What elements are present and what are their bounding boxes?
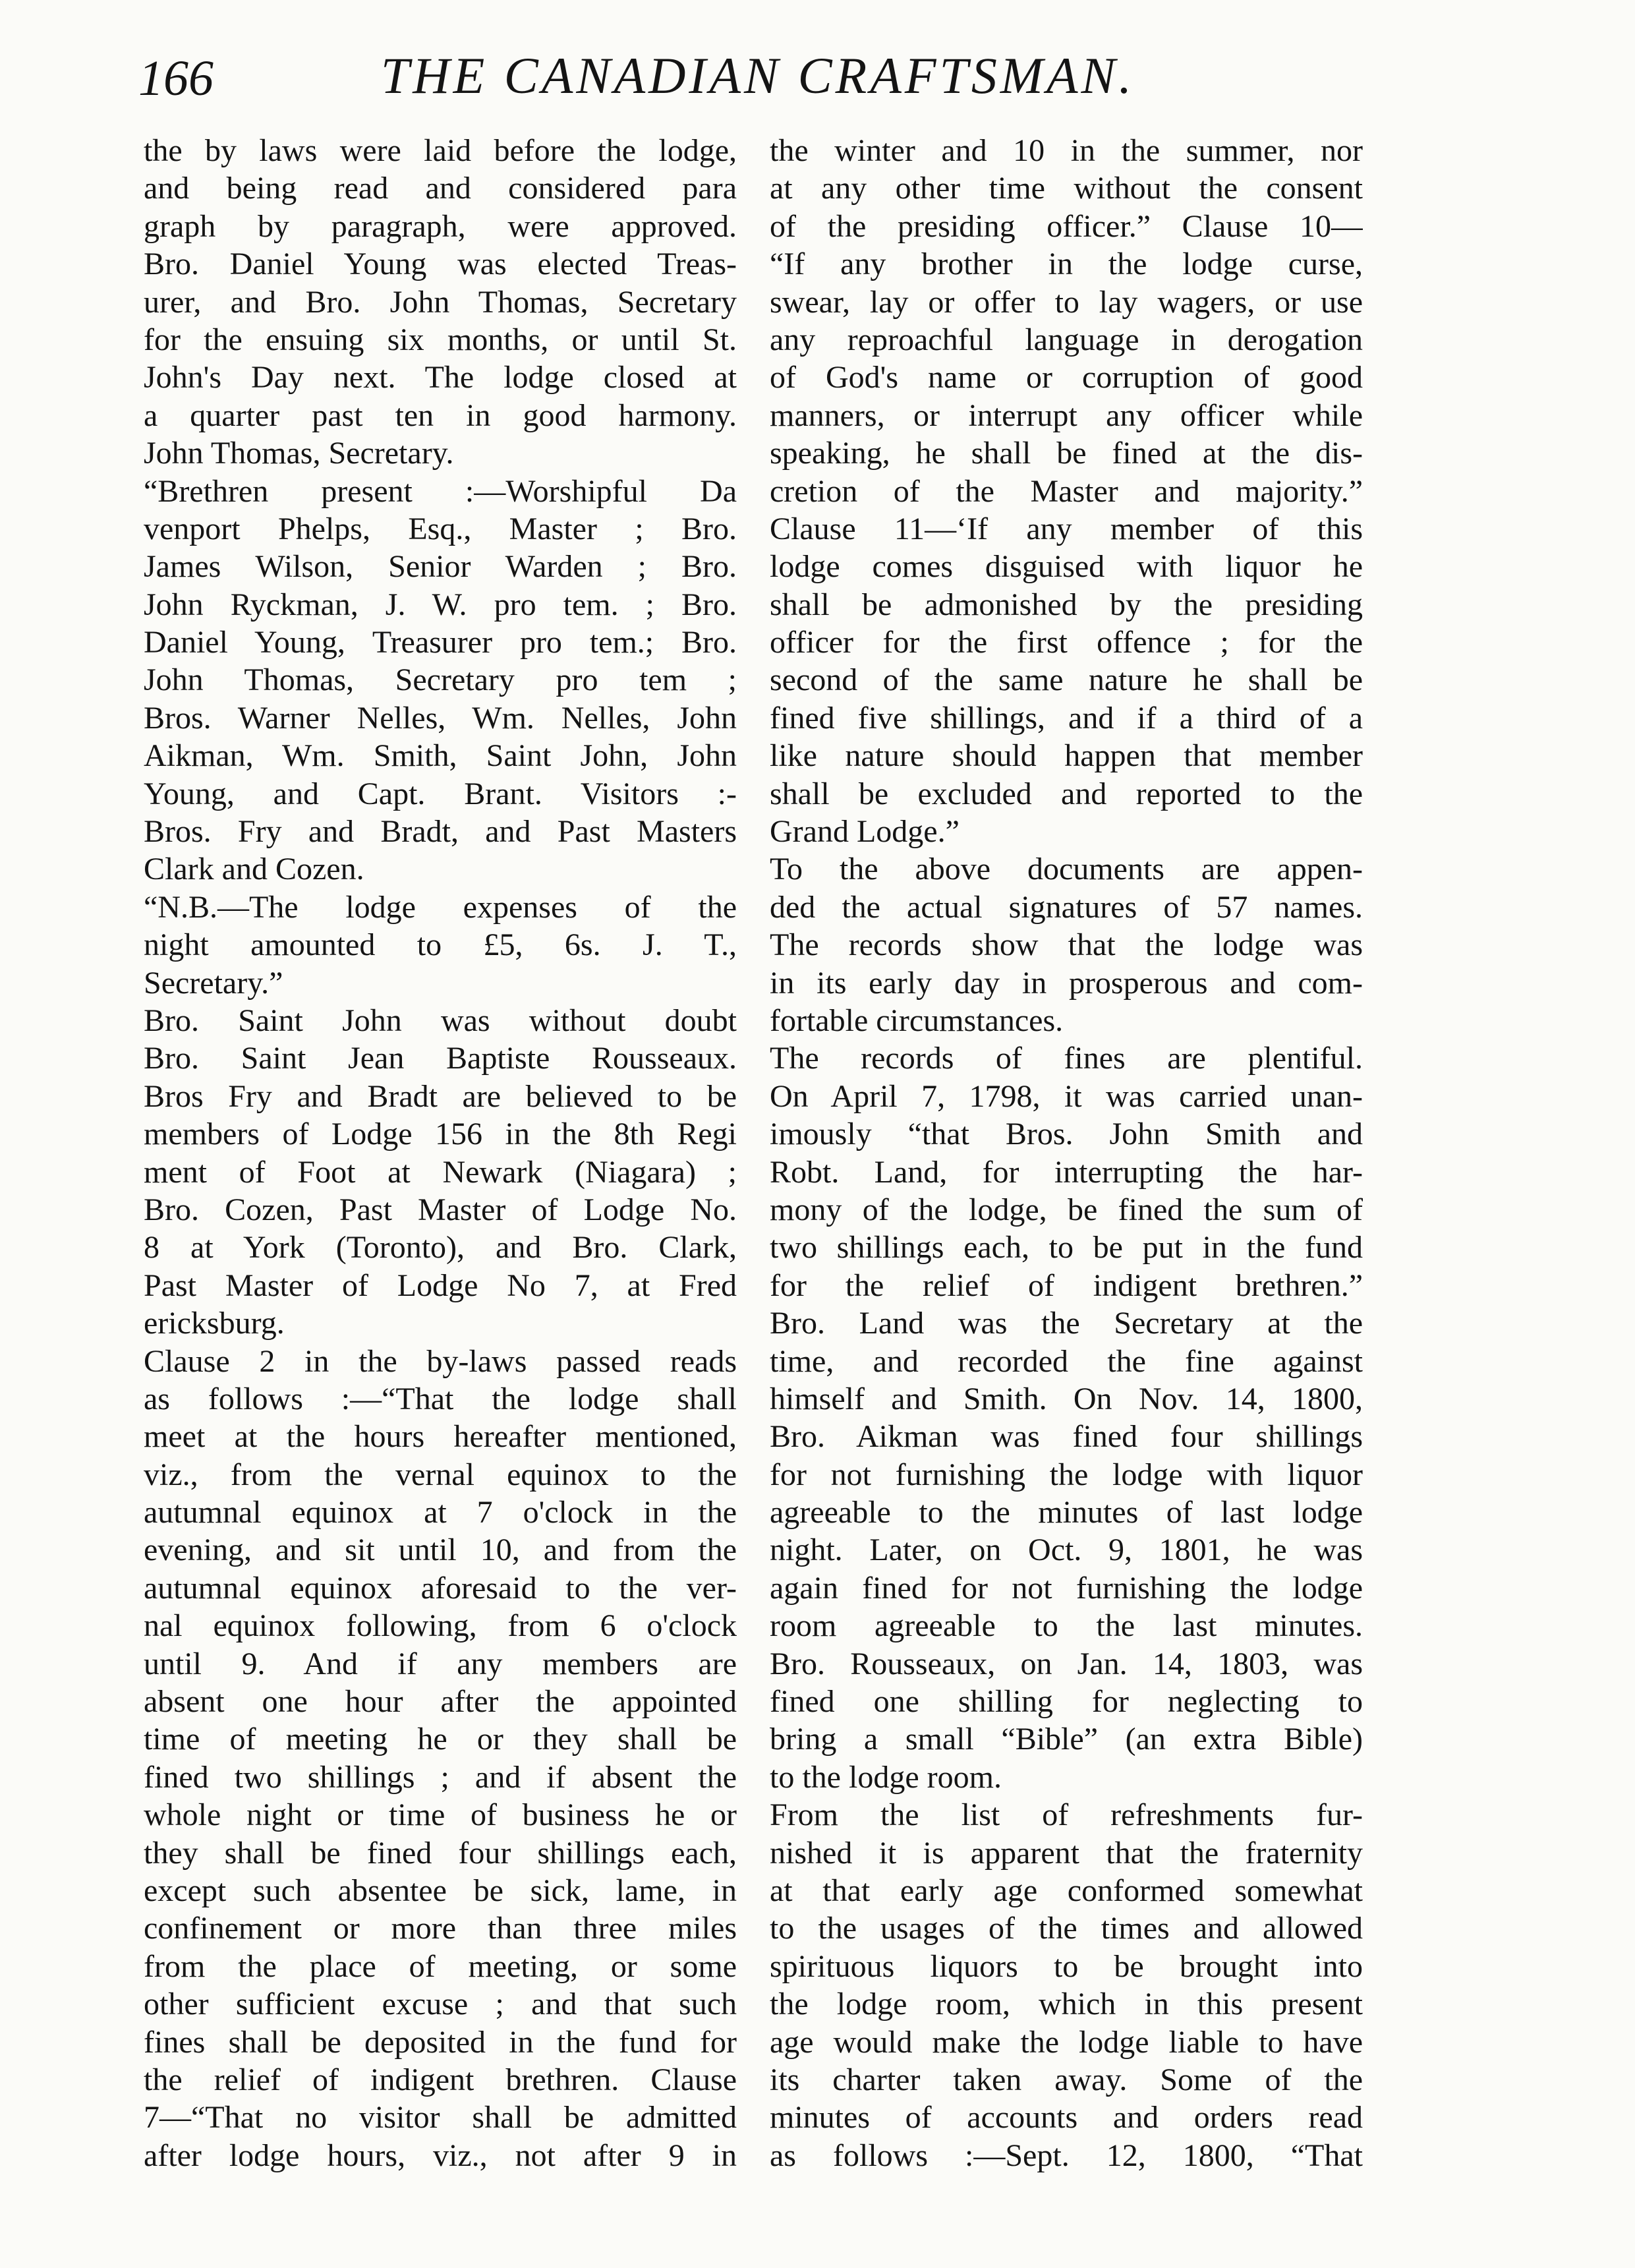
text-line: confinement or more than three miles xyxy=(144,1911,737,1946)
text-line: officer for the first offence ; for the xyxy=(770,625,1363,660)
text-line: shall be excluded and reported to the xyxy=(770,776,1363,811)
text-line: again fined for not furnishing the lodge xyxy=(770,1570,1363,1606)
text-line: John Thomas, Secretary pro tem ; xyxy=(144,662,737,698)
text-line: Bro. Aikman was fined four shillings xyxy=(770,1419,1363,1455)
text-line: Bros Fry and Bradt are believed to be xyxy=(144,1078,737,1114)
text-line: Past Master of Lodge No 7, at Fred xyxy=(144,1267,737,1303)
text-line: until 9. And if any members are xyxy=(144,1646,737,1681)
text-line: mony of the lodge, be fined the sum of xyxy=(770,1192,1363,1227)
text-line: spirituous liquors to be brought into xyxy=(770,1948,1363,1984)
text-line: at that early age conformed somewhat xyxy=(770,1873,1363,1908)
text-line: of God's name or corruption of good xyxy=(770,360,1363,395)
text-line: minutes of accounts and orders read xyxy=(770,2100,1363,2136)
text-line: second of the same nature he shall be xyxy=(770,662,1363,698)
text-line: fined one shilling for neglecting to xyxy=(770,1684,1363,1720)
text-line: cretion of the Master and majority.” xyxy=(770,473,1363,509)
text-line: in its early day in prosperous and com- xyxy=(770,965,1363,1001)
text-line: for not furnishing the lodge with liquor xyxy=(770,1457,1363,1492)
text-line: James Wilson, Senior Warden ; Bro. xyxy=(144,549,737,585)
text-line: other sufficient excuse ; and that such xyxy=(144,1987,737,2022)
text-line: they shall be fined four shillings each, xyxy=(144,1835,737,1871)
text-line: agreeable to the minutes of last lodge xyxy=(770,1495,1363,1530)
text-line: nished it is apparent that the fraternity xyxy=(770,1835,1363,1871)
text-line: swear, lay or offer to lay wagers, or use xyxy=(770,284,1363,320)
text-line: To the above documents are appen- xyxy=(770,852,1363,887)
journal-title: THE CANADIAN CRAFTSMAN. xyxy=(380,47,1135,104)
text-line: from the place of meeting, or some xyxy=(144,1948,737,1984)
text-line: Bros. Fry and Bradt, and Past Masters xyxy=(144,814,737,850)
text-line: 7—“That no visitor shall be admitted xyxy=(144,2100,737,2136)
text-line: the relief of indigent brethren. Clause xyxy=(144,2062,737,2097)
text-line: Clause 2 in the by-laws passed reads xyxy=(144,1343,737,1379)
text-line: Bro. Saint John was without doubt xyxy=(144,1003,737,1038)
text-line: imously “that Bros. John Smith and xyxy=(770,1117,1363,1152)
text-column-left xyxy=(144,132,737,2174)
text-line: “If any brother in the lodge curse, xyxy=(770,247,1363,282)
text-line: a quarter past ten in good harmony. xyxy=(144,397,737,433)
text-line: shall be admonished by the presiding xyxy=(770,587,1363,622)
text-line: Bro. Cozen, Past Master of Lodge No. xyxy=(144,1192,737,1227)
text-column-right xyxy=(770,132,1363,2174)
text-line: John's Day next. The lodge closed at xyxy=(144,360,737,395)
text-line: graph by paragraph, were approved. xyxy=(144,208,737,244)
text-line: Clause 11—‘If any member of this xyxy=(770,511,1363,546)
text-line: John Ryckman, J. W. pro tem. ; Bro. xyxy=(144,587,737,622)
text-line: room agreeable to the last minutes. xyxy=(770,1608,1363,1644)
text-line: The records show that the lodge was xyxy=(770,927,1363,963)
text-line: fined two shillings ; and if absent the xyxy=(144,1759,737,1795)
text-line: meet at the hours hereafter mentioned, xyxy=(144,1419,737,1455)
text-line: its charter taken away. Some of the xyxy=(770,2062,1363,2097)
text-line: to the lodge room. xyxy=(770,1759,1002,1795)
text-line: except such absentee be sick, lame, in xyxy=(144,1873,737,1908)
text-line: age would make the lodge liable to have xyxy=(770,2024,1363,2060)
text-line: time of meeting he or they shall be xyxy=(144,1722,737,1757)
text-line: fines shall be deposited in the fund for xyxy=(144,2024,737,2060)
text-line: whole night or time of business he or xyxy=(144,1797,737,1833)
text-line: for the relief of indigent brethren.” xyxy=(770,1267,1363,1303)
text-line: night. Later, on Oct. 9, 1801, he was xyxy=(770,1532,1363,1568)
text-line: Bro. Daniel Young was elected Treas- xyxy=(144,247,737,282)
text-line: like nature should happen that member xyxy=(770,738,1363,774)
text-line: lodge comes disguised with liquor he xyxy=(770,549,1363,585)
text-line: “N.B.—The lodge expenses of the xyxy=(144,889,737,925)
text-line: Bro. Saint Jean Baptiste Rousseaux. xyxy=(144,1041,737,1076)
text-line: any reproachful language in derogation xyxy=(770,322,1363,357)
text-line: Bro. Rousseaux, on Jan. 14, 1803, was xyxy=(770,1646,1363,1681)
text-line: evening, and sit until 10, and from the xyxy=(144,1532,737,1568)
text-line: ded the actual signatures of 57 names. xyxy=(770,889,1363,925)
text-line: Bros. Warner Nelles, Wm. Nelles, John xyxy=(144,700,737,736)
text-line: absent one hour after the appointed xyxy=(144,1684,737,1720)
page-number: 166 xyxy=(138,51,214,106)
text-line: fortable circumstances. xyxy=(770,1003,1064,1038)
text-line: as follows :—Sept. 12, 1800, “That xyxy=(770,2137,1363,2173)
text-line: after lodge hours, viz., not after 9 in xyxy=(144,2137,737,2173)
text-line: Bro. Land was the Secretary at the xyxy=(770,1306,1363,1341)
text-line: time, and recorded the fine against xyxy=(770,1343,1363,1379)
text-line: to the usages of the times and allowed xyxy=(770,1911,1363,1946)
text-line: and being read and considered para xyxy=(144,171,737,206)
text-line: bring a small “Bible” (an extra Bible) xyxy=(770,1722,1363,1757)
text-line: The records of fines are plentiful. xyxy=(770,1041,1363,1076)
text-line: viz., from the vernal equinox to the xyxy=(144,1457,737,1492)
text-line: the winter and 10 in the summer, nor xyxy=(770,133,1363,168)
text-line: Grand Lodge.” xyxy=(770,814,960,850)
text-line: of the presiding officer.” Clause 10— xyxy=(770,208,1363,244)
text-line: ment of Foot at Newark (Niagara) ; xyxy=(144,1154,737,1190)
text-line: Daniel Young, Treasurer pro tem.; Bro. xyxy=(144,625,737,660)
text-line: fined five shillings, and if a third of a xyxy=(770,700,1363,736)
text-line: as follows :—“That the lodge shall xyxy=(144,1381,737,1416)
text-line: himself and Smith. On Nov. 14, 1800, xyxy=(770,1381,1363,1416)
text-line: ericksburg. xyxy=(144,1306,285,1341)
text-line: the lodge room, which in this present xyxy=(770,1987,1363,2022)
text-line: Secretary.” xyxy=(144,965,283,1001)
text-line: Young, and Capt. Brant. Visitors :- xyxy=(144,776,737,811)
text-line: the by laws were laid before the lodge, xyxy=(144,133,737,168)
text-line: members of Lodge 156 in the 8th Regi xyxy=(144,1117,737,1152)
text-line: at any other time without the consent xyxy=(770,171,1363,206)
text-line: urer, and Bro. John Thomas, Secretary xyxy=(144,284,737,320)
text-line: two shillings each, to be put in the fund xyxy=(770,1230,1363,1265)
running-header xyxy=(138,46,1377,119)
text-line: autumnal equinox at 7 o'clock in the xyxy=(144,1495,737,1530)
text-line: “Brethren present :—Worshipful Da xyxy=(144,473,737,509)
text-line: autumnal equinox aforesaid to the ver- xyxy=(144,1570,737,1606)
text-line: Clark and Cozen. xyxy=(144,852,364,887)
text-line: speaking, he shall be fined at the dis- xyxy=(770,436,1363,471)
text-line: manners, or interrupt any officer while xyxy=(770,397,1363,433)
text-line: John Thomas, Secretary. xyxy=(144,436,454,471)
text-line: for the ensuing six months, or until St. xyxy=(144,322,737,357)
text-line: 8 at York (Toronto), and Bro. Clark, xyxy=(144,1230,737,1265)
text-line: From the list of refreshments fur- xyxy=(770,1797,1363,1833)
text-line: venport Phelps, Esq., Master ; Bro. xyxy=(144,511,737,546)
text-line: Robt. Land, for interrupting the har- xyxy=(770,1154,1363,1190)
text-line: night amounted to £5, 6s. J. T., xyxy=(144,927,737,963)
text-line: Aikman, Wm. Smith, Saint John, John xyxy=(144,738,737,774)
text-line: On April 7, 1798, it was carried unan- xyxy=(770,1078,1363,1114)
text-line: nal equinox following, from 6 o'clock xyxy=(144,1608,737,1644)
